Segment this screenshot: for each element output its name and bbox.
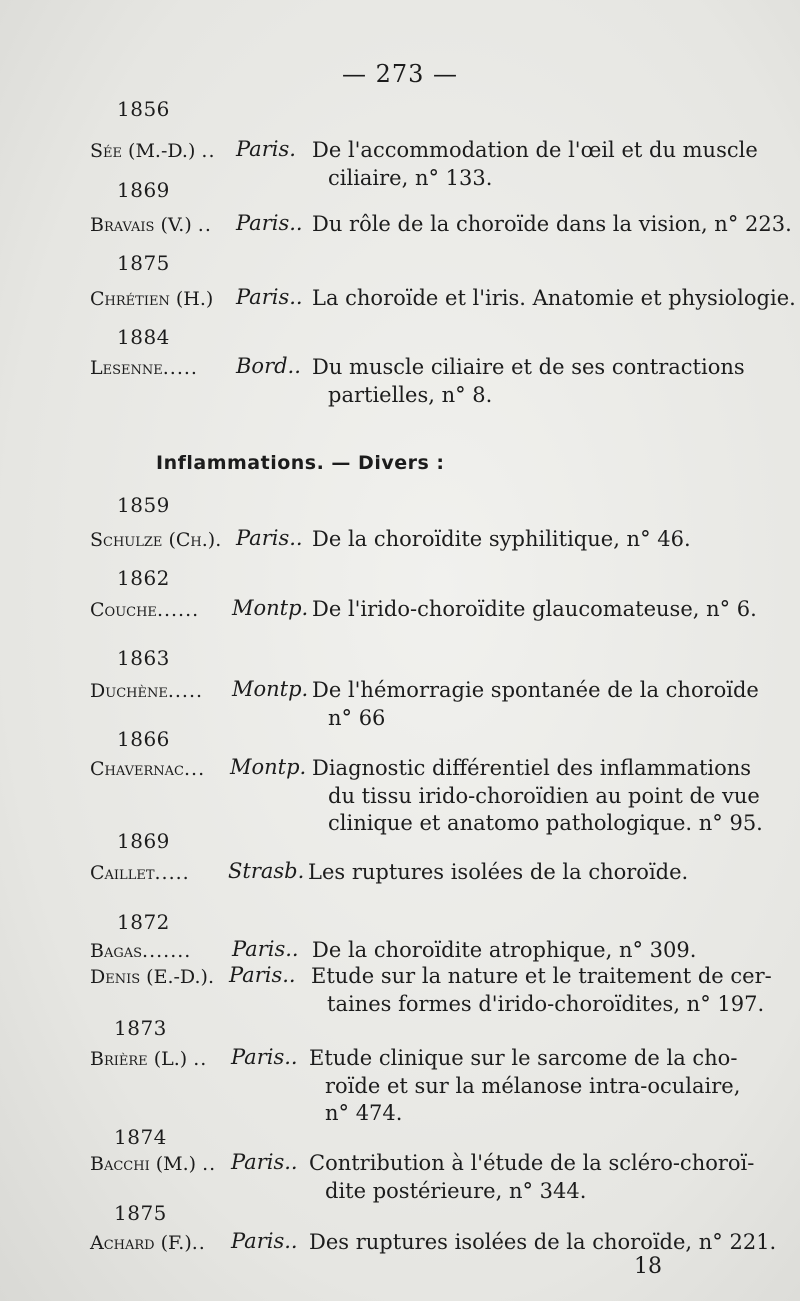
entry-author: Schulze (Ch.).	[90, 529, 223, 551]
entry-year: 1869	[117, 829, 170, 853]
entry-place: Paris..	[229, 963, 296, 987]
entry-author: Couche......	[90, 599, 200, 621]
entry-author: Bagas.......	[90, 940, 192, 962]
entry-year: 1856	[117, 97, 170, 121]
entry-year: 1859	[117, 493, 170, 517]
entry-place: Paris..	[231, 1150, 298, 1174]
entry-year: 1884	[117, 325, 170, 349]
entry-year: 1863	[117, 646, 170, 670]
entry-year: 1873	[114, 1016, 167, 1040]
entry-place: Paris..	[236, 285, 303, 309]
entry-place: Paris..	[236, 526, 303, 550]
entry-author: Bacchi (M.) ..	[90, 1153, 217, 1175]
entry-author: Sée (M.-D.) ..	[90, 140, 216, 162]
entry-title: Du rôle de la choroïde dans la vision, n° 223.	[312, 212, 792, 236]
entry-author: Caillet.....	[90, 862, 190, 884]
entry-author: Achard (F.)..	[90, 1232, 206, 1254]
entry-title: De la choroïdite syphilitique, n° 46.	[312, 527, 691, 551]
entry-author: Brière (L.) ..	[90, 1048, 208, 1070]
entry-year: 1866	[117, 727, 170, 751]
signature-number: 18	[634, 1254, 662, 1279]
entry-year: 1874	[114, 1125, 167, 1149]
entry-title: De l'irido-choroïdite glaucomateuse, n° 6.	[312, 597, 757, 621]
entry-title: Etude clinique sur le sarcome de la cho- roïde et sur la mélanose intra-oculaire, n° 474.	[309, 1046, 741, 1125]
entry-author: Chavernac...	[90, 758, 206, 780]
entry-year: 1875	[117, 251, 170, 275]
section-heading: Inflammations. — Divers :	[156, 452, 445, 474]
entry-place: Paris..	[231, 1229, 298, 1253]
entry-place: Montp.	[232, 596, 309, 620]
entry-author: Chrétien (H.)	[90, 288, 214, 310]
entry-author: Bravais (V.) ..	[90, 214, 212, 236]
page-number: — 273 —	[341, 60, 459, 88]
entry-title: Contribution à l'étude de la scléro-choroï- dite postérieure, n° 344.	[309, 1151, 755, 1203]
entry-title: Les ruptures isolées de la choroïde.	[308, 860, 689, 884]
entry-author: Denis (E.-D.).	[90, 966, 215, 988]
entry-year: 1862	[117, 566, 170, 590]
entry-title: Des ruptures isolées de la choroïde, n° 221.	[309, 1230, 777, 1254]
entry-title: De la choroïdite atrophique, n° 309.	[312, 938, 697, 962]
entry-year: 1875	[114, 1201, 167, 1225]
entry-place: Paris..	[236, 211, 303, 235]
entry-year: 1869	[117, 178, 170, 202]
entry-title: La choroïde et l'iris. Anatomie et physiologie.	[312, 286, 796, 310]
entry-author: Lesenne.....	[90, 357, 198, 379]
entry-place: Bord..	[236, 354, 301, 378]
entry-author: Duchène.....	[90, 680, 204, 702]
entry-title: Diagnostic différentiel des inflammations du tissu irido-choroïdien au point de vue clinique et anatomo pathologique. n° 95.	[312, 756, 763, 835]
entry-place: Montp.	[232, 677, 309, 701]
entry-year: 1872	[117, 910, 170, 934]
entry-title: De l'accommodation de l'œil et du muscle ciliaire, n° 133.	[312, 138, 758, 190]
entry-place: Paris..	[232, 937, 299, 961]
entry-place: Montp.	[230, 755, 307, 779]
entry-title: Etude sur la nature et le traitement de cer- taines formes d'irido-choroïdites, n° 197.	[311, 964, 772, 1016]
entry-title: Du muscle ciliaire et de ses contractions partielles, n° 8.	[312, 355, 745, 407]
entry-place: Paris..	[231, 1045, 298, 1069]
entry-place: Paris.	[236, 137, 296, 161]
entry-place: Strasb.	[228, 859, 305, 883]
entry-title: De l'hémorragie spontanée de la choroïde n° 66	[312, 678, 759, 730]
